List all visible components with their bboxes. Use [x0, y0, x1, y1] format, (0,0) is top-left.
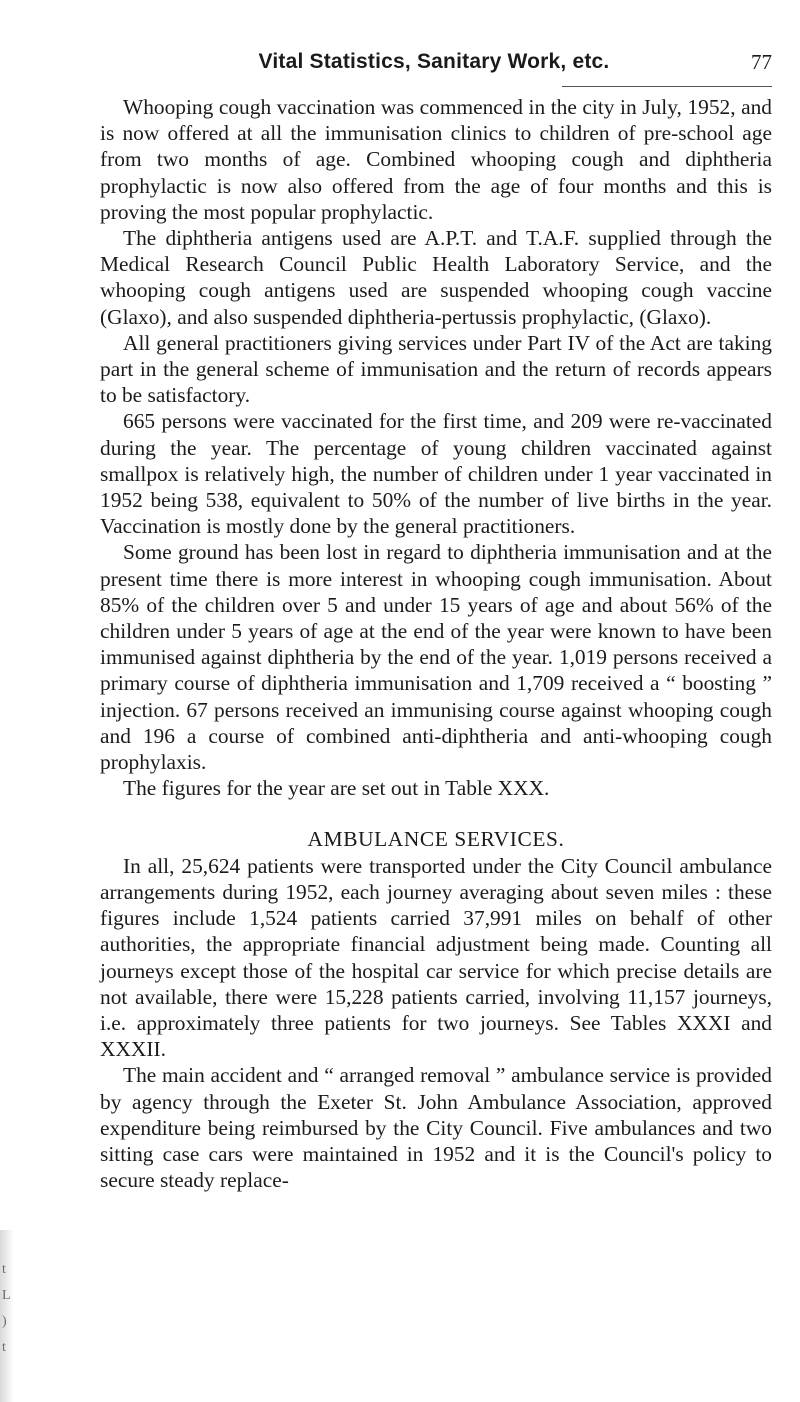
header-rule — [562, 86, 772, 87]
margin-mark: t — [2, 1340, 6, 1355]
paragraph-diphtheria-antigens: The diphtheria antigens used are A.P.T. and T.A.F. supplied through the Medical Research Council Public Health Laboratory Service, and the whooping cough antigens used are suspended whooping cough vaccine (Glaxo), and also suspended diphtheria-pertussis prophylactic, (Glaxo). — [100, 226, 772, 329]
body-text — [100, 94, 772, 1193]
paragraph-smallpox-vaccination: 665 persons were vaccinated for the first time, and 209 were re-vaccinated during the year. The percentage of young children vaccinated against smallpox is relatively high, the number of children under 1 year vaccinated in 1952 being 538, equivalent to 50% of the number of live births in the year. Vaccination is mostly done by the general practitioners. — [100, 409, 772, 539]
page-number: 77 — [751, 50, 772, 74]
paragraph-general-practitioners: All general practitioners giving services under Part IV of the Act are taking part in the general scheme of immunisation and the return of records appears to be satisfactory. — [100, 330, 772, 408]
section-heading-ambulance: AMBULANCE SERVICES. — [307, 827, 565, 852]
paragraph-table-reference: The figures for the year are set out in Table XXX. — [123, 776, 550, 801]
margin-mark: L — [2, 1288, 11, 1303]
paragraph-diphtheria-immunisation: Some ground has been lost in regard to diphtheria immunisation and at the present time there is more interest in whooping cough immunisation. About 85% of the children over 5 and under 15 years of age and about 56% of the children under 5 years of age at the end of the year were known to have been immunised against diphtheria by the end of the year. 1,019 persons received a primary course of diphtheria immunisation and 1,709 received a “ boosting ” injection. 67 persons received an immunising course against whooping cough and 196 a course of combined anti-diphtheria and anti-whooping cough prophylaxis. — [100, 540, 772, 775]
margin-mark: ) — [2, 1314, 7, 1329]
paragraph-ambulance-patients: In all, 25,624 patients were transported under the City Council ambulance arrangements during 1952, each journey averaging about seven miles : these figures include 1,524 patients carried 37,991 miles on behalf of other authorities, the appropriate financial adjustment being made. Counting all journeys except those of the hospital car service for which precise details are not available, there were 15,228 patients carried, involving 11,157 journeys, i.e. approximately three patients for two journeys. See Tables XXXI and XXXII. — [100, 853, 772, 1062]
paragraph-whooping-cough-vaccination: Whooping cough vaccination was commenced in the city in July, 1952, and is now offered at all the immunisation clinics to children of pre-school age from two months of age. Combined whooping cough and diphtheria prophylactic is now also offered from the age of four months and this is proving the most popular prophylactic. — [100, 95, 772, 224]
margin-mark: t — [2, 1262, 6, 1277]
running-title: Vital Statistics, Sanitary Work, etc. — [258, 50, 610, 73]
running-head — [96, 48, 772, 76]
paragraph-ambulance-agency: The main accident and “ arranged removal ” ambulance service is provided by agency through the Exeter St. John Ambulance Association, approved expenditure being reimbursed by the City Council. Five ambulances and two sitting case cars were maintained in 1952 and it is the Council's policy to secure steady replace- — [100, 1063, 772, 1193]
